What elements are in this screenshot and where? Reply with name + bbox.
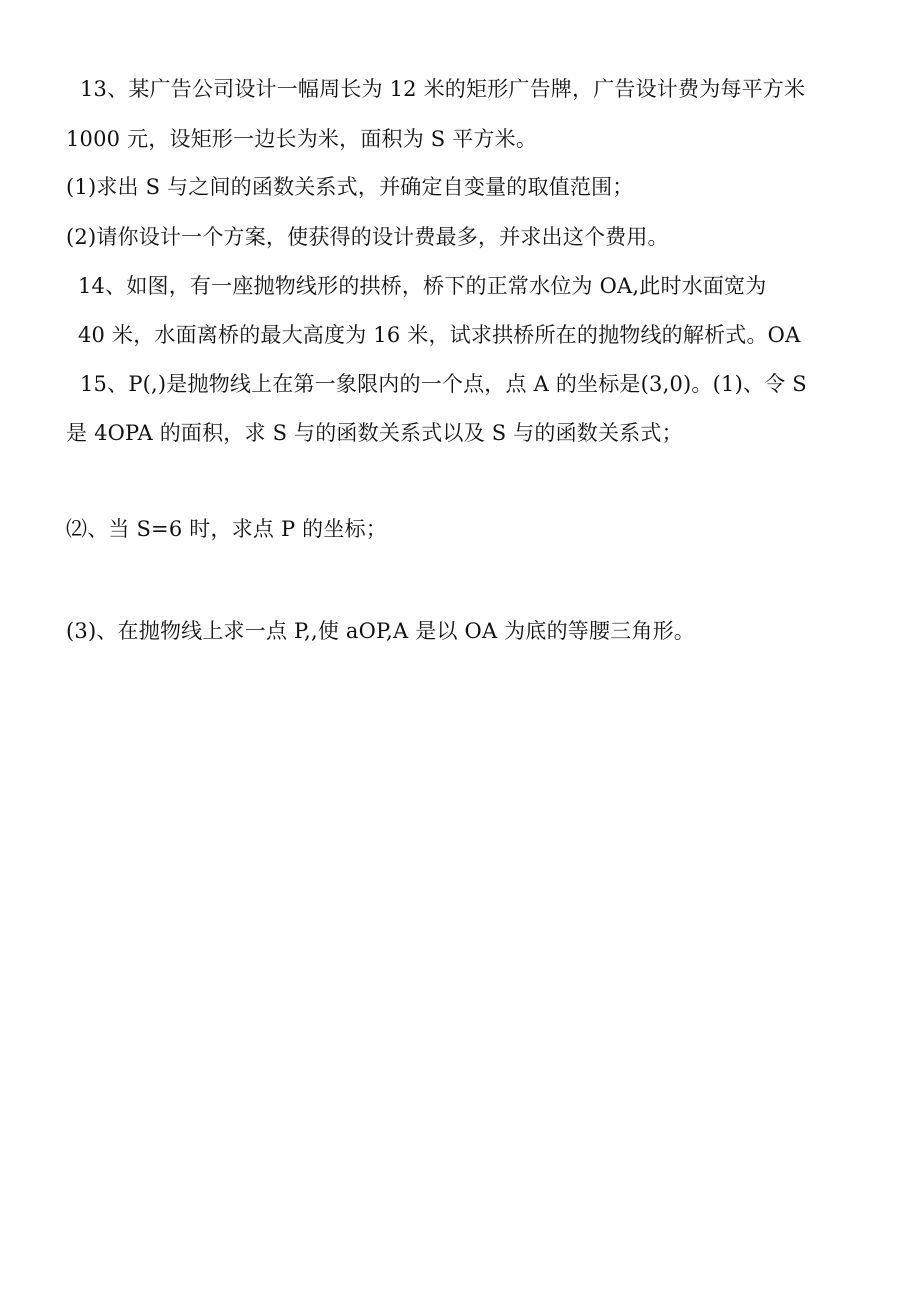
question-13-part-2: (2)请你设计一个方案，使获得的设计费最多，并求出这个费用。	[66, 225, 669, 249]
question-15-part-3: (3)、在抛物线上求一点 P,,使 aOP,A 是以 OA 为底的等腰三角形。	[66, 619, 695, 643]
question-14-line-2: 40 米，水面离桥的最大高度为 16 米，试求拱桥所在的抛物线的解析式。OA	[78, 323, 801, 347]
question-13-part-1: (1)求出 S 与之间的函数关系式，并确定自变量的取值范围；	[66, 175, 634, 199]
question-15-part-2: ⑵、当 S=6 时，求点 P 的坐标；	[66, 517, 387, 541]
question-15-line-1: 15、P(,)是抛物线上在第一象限内的一个点，点 A 的坐标是(3,0)。(1)、令 S	[80, 372, 807, 396]
question-15-line-2: 是 4OPA 的面积，求 S 与的函数关系式以及 S 与的函数关系式；	[66, 421, 683, 445]
question-13-line-2: 1000 元，设矩形一边长为米，面积为 S 平方米。	[66, 127, 538, 151]
question-13-line-1: 13、某广告公司设计一幅周长为 12 米的矩形广告牌，广告设计费为每平方米	[80, 77, 806, 101]
question-14-line-1: 14、如图，有一座抛物线形的拱桥，桥下的正常水位为 OA,此时水面宽为	[78, 274, 767, 298]
